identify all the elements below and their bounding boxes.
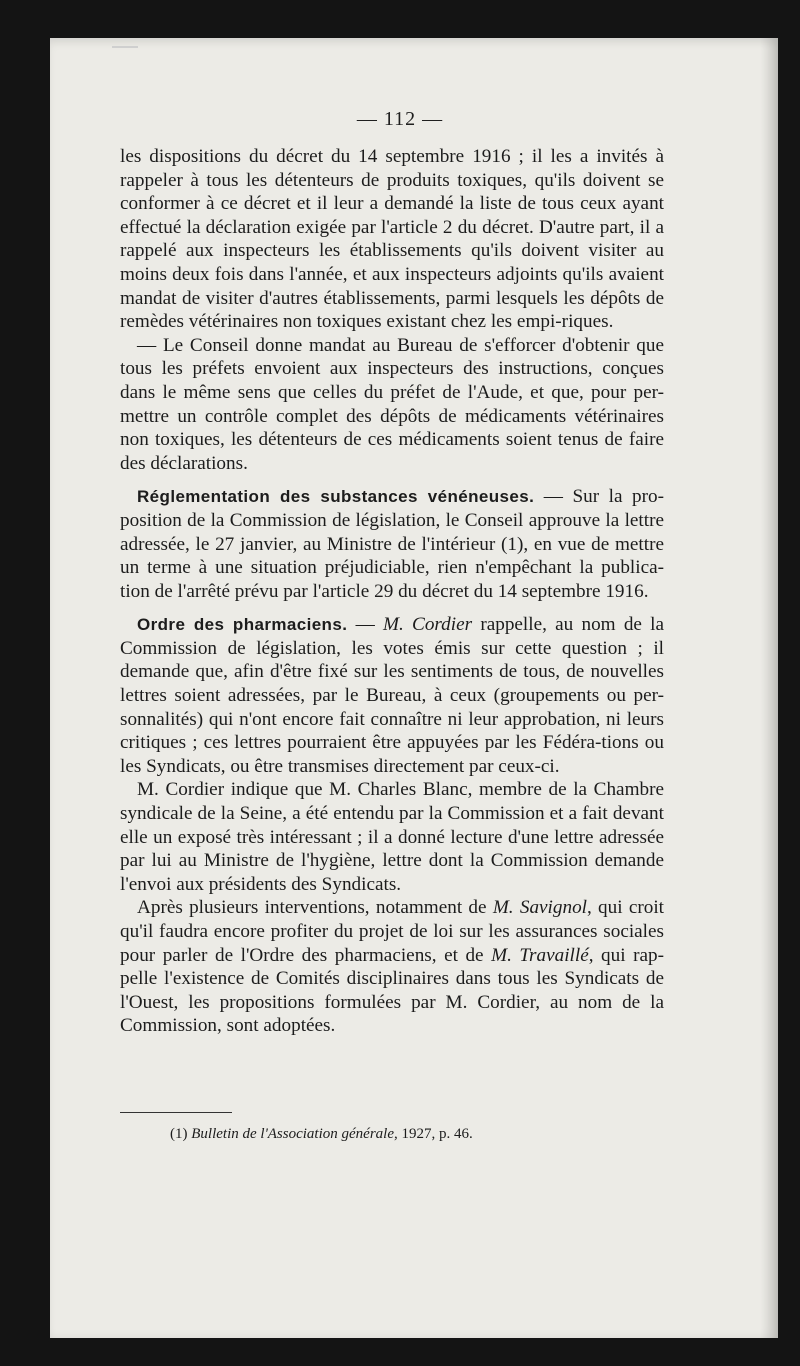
paragraph-reglementation: [120, 485, 664, 603]
paragraph-ordre: [120, 613, 664, 778]
footnote-title: Bulletin de l'Association générale: [191, 1126, 394, 1142]
paragraph-conseil-mandat: — Le Conseil donne mandat au Bureau de s'efforcer d'obtenir que tous les préfets envoient aux inspecteurs des instructions, conçues dans le même sens que celles du préfet de l'Aude, et que, pour per-mettre un contrôle complet des dépôts de médicaments vétérinaires non toxiques, les détenteurs de ces médicaments soient tenus de faire des déclarations.: [120, 334, 664, 474]
section-heading-ordre: Ordre des pharmaciens.: [137, 615, 348, 635]
paragraph-reglementation-text: — Sur la pro-position de la Commission de législation, le Conseil approuve la lettre adressée, le 27 janvier, au Ministre de l'intérieur (1), en vue de mettre un terme à une situation préjudiciable, rien n'empêchant la publica-tion de l'arrêté prévu par l'article 29 du décret du 14 septembre 1916.: [120, 486, 665, 602]
page-body: [120, 145, 664, 1038]
page-edge-shadow: [760, 38, 778, 1338]
footnote-marker: (1): [170, 1126, 188, 1142]
paragraph-interventions-c: , qui rap-pelle l'existence de Comités disciplinaires dans tous les Syndicats de l'Ouest, les propositions formulées par M. Cordier, au nom de la Commission, sont adoptées.: [120, 944, 664, 1037]
paragraph-ordre-sep: —: [347, 614, 383, 636]
page-number: — 112 —: [356, 108, 444, 130]
paragraph-interventions-b: , qui croit qu'il faudra encore profiter du projet de loi sur les assurances sociales pour parler de l'Ordre des pharmaciens, et de: [120, 897, 664, 966]
person-name-travaille: M. Travaillé: [491, 944, 589, 966]
person-name-savignol: M. Savignol: [492, 897, 587, 919]
person-name-cordier: M. Cordier: [383, 614, 473, 636]
footnote: [170, 1126, 473, 1143]
paragraph-cordier-indique: M. Cordier indique que M. Charles Blanc, membre de la Chambre syndicale de la Seine, a été entendu par la Commission et a fait devant elle un exposé très intéressant ; il a donné lecture d'une lettre adressée par lui au Ministre de l'hygiène, lettre dont la Commission demande l'envoi aux présidents des Syndicats.: [120, 779, 664, 895]
paragraph-interventions: [120, 896, 664, 1038]
paragraph-interventions-a: Après plusieurs interventions, notamment de: [137, 897, 493, 919]
section-heading-reglementation: Réglementation des substances vénéneuses.: [137, 487, 535, 507]
paragraph-ordre-text: rappelle, au nom de la Commission de législation, les votes émis sur cette question ; il demande que, afin d'être fixé sur les sentiments de tous, de nouvelles lettres soient adressées, par le Bureau, à ceux (groupements ou per-sonnalités) qui n'ont encore fait connaître ni leur approbation, ni leurs critiques ; ces lettres pourraient être appuyées par les Fédéra-tions ou les Syndicats, ou être transmises directement par ceux-ci.: [120, 614, 665, 777]
footnote-reference: , 1927, p. 46.: [394, 1126, 473, 1142]
scan-artifact: [112, 46, 138, 48]
footnote-separator: [120, 1112, 232, 1113]
paragraph-continued: les dispositions du décret du 14 septembre 1916 ; il les a invités à rappeler à tous les détenteurs de produits toxiques, qu'ils doivent se conformer à ce décret et il leur a demandé la liste de tous ceux ayant effectué la déclaration exigée par l'article 2 du décret. D'autre part, il a rappelé aux inspecteurs les établissements qu'ils doivent visiter au moins deux fois dans l'année, et aux inspecteurs adjoints qu'ils avaient mandat de visiter d'autres établissements, parmi lesquels les dépôts de remèdes vétérinaires non toxiques existant chez les empi-riques.: [120, 146, 664, 333]
